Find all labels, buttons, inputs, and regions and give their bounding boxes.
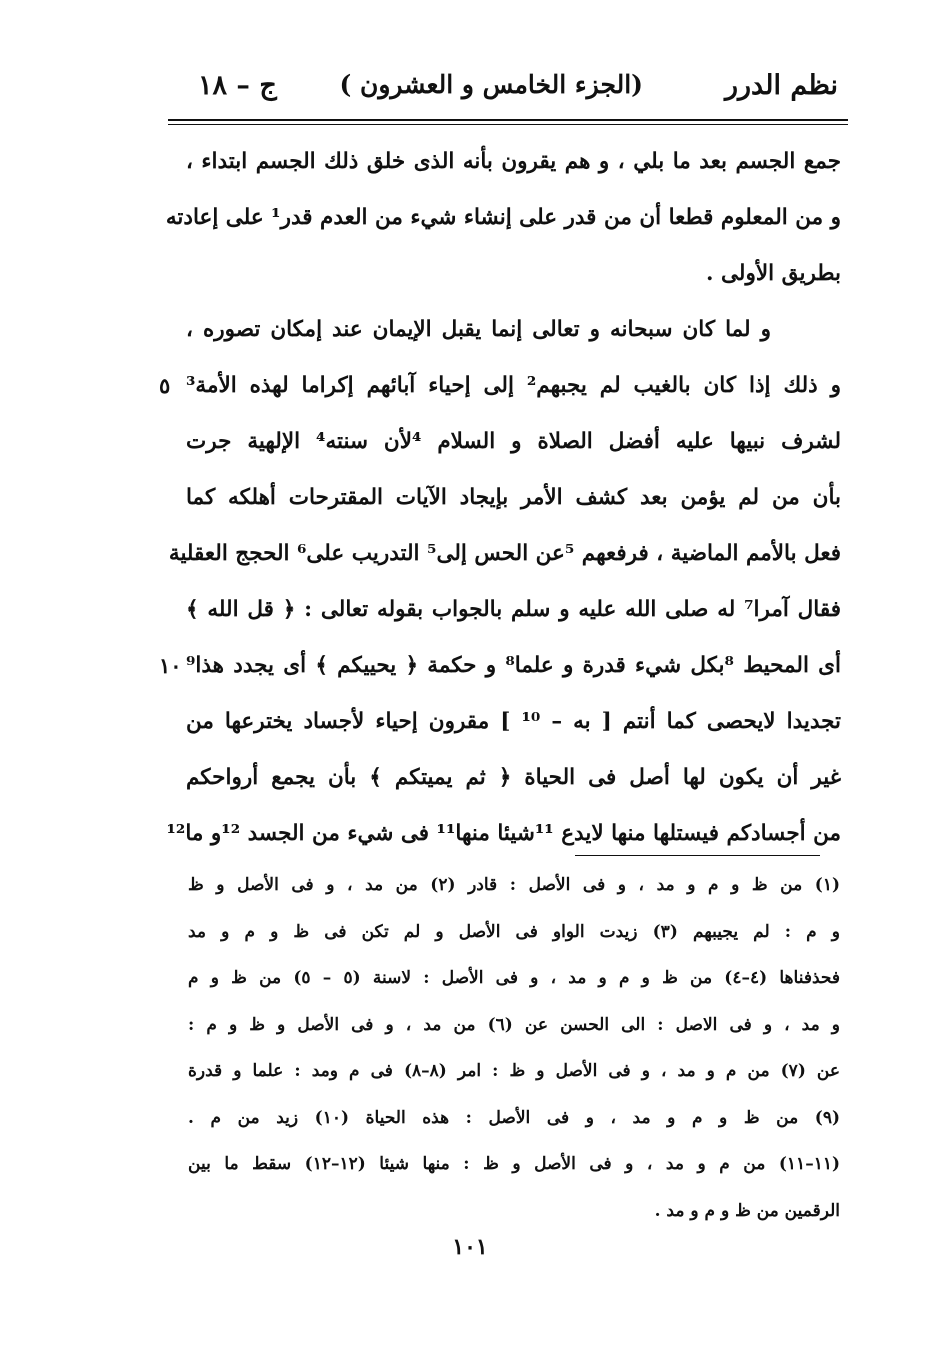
footnote-line: الرقمين من ظ و م و مد . [654,1200,840,1221]
text-line: فقال آمرا⁷ له صلى الله عليه و سلم بالجواب بقوله تعالى : ﴿ قل الله ﴾ [186,597,842,622]
footnote-separator [575,855,820,856]
footnote-line: (١١–١١) من م و مد ، و فى الأصل و ظ : منها شيئا (١٢–١٢) سقط ما بين [188,1154,840,1174]
text-line: من أجسادكم فيستلها منها لايدع ¹¹شيئا منها¹¹ فى شيء من الجسد ¹²و ما¹² [166,821,841,846]
line-number: ١٠ [159,653,182,678]
footnote-line: و م : لم يجيبهم (٣) زيدت الواو فى الأصل و لم تكن فى ظ و م و مد [188,921,840,942]
footnote-line: و مد ، و فى الاصل : الى الحسن عن (٦) من مد ، و فى الأصل و ظ و م : [188,1014,840,1035]
text-line: غير أن يكون لها أصل فى الحياة ﴿ ثم يميتكم ﴾ بأن يجمع أرواحكم [186,765,841,790]
text-line: لشرف نبيها عليه أفضل الصلاة و السلام ⁴لأن سنته⁴ الإلهية جرت [186,429,841,454]
text-line: فعل بالأمم الماضية ، فرفعهم ⁵عن الحس إلى⁵ التدريب على⁶ الحجج العقلية [168,541,841,566]
text-line: بأن من لم يؤمن بعد كشف الأمر بإيجاد الآيات المقترحات أهلكه كما [186,485,841,510]
book-title: نظم الدرر [724,70,838,101]
text-line: جمع الجسم بعد ما بلي ، و هم يقرون بأنه الذى خلق ذلك الجسم ابتداء ، [186,149,841,174]
text-line: و ذلك إذا كان بالغيب لم يجبهم² إلى إحياء آبائهم إكراما لهذه الأمة³ ٥ [186,358,841,414]
footnote-line: (١) من ظ و م و مد ، و فى الأصل : قادر (٢) من مد ، و فى الأصل و ظ [188,875,840,895]
footnote-line: عن (٧) من م و مد ، و فى الأصل و ظ : امر (٨–٨) فى م ومد : علما و قدرة [188,1061,841,1081]
footnote-line: (٩) من ظ و م و مد ، و فى الأصل : هذه الحياة (١٠) زيد من م . [188,1107,840,1128]
footnote-line: فحذفناها (٤–٤) من ظ و م و مد ، و فى الأصل : لاسنة (٥ – ٥) من ظ و م [188,968,840,988]
main-text [159,134,842,862]
volume-reference: ج – ١٨ [198,70,277,101]
text-line: تجديدا لايحصى كما أنتم [ به – ¹⁰ ] مقرون إحياء لأجساد يخترعها من [186,709,841,734]
page-header [168,62,848,112]
page-number: ١٠١ [452,1234,488,1260]
header-rule-thin [168,124,848,125]
text-line: أى المحيط ⁸بكل شيء قدرة و علما⁸ و حكمة ﴿ يحييكم ﴾ أى يجدد هذا⁹ ١٠ [186,638,841,694]
text-line: و من المعلوم قطعا أن من قدر على إنشاء شيء من العدم قدر¹ على إعادته [165,205,841,230]
header-rule-thick [168,119,848,121]
line-number: ٥ [159,373,171,398]
part-title: (الجزء الخامس و العشرون ) [339,70,643,99]
text-line: و لما كان سبحانه و تعالى إنما يقبل الإيمان عند إمكان تصوره ، [186,317,771,342]
text-line: بطريق الأولى . [706,261,841,286]
footnotes [188,862,840,1234]
